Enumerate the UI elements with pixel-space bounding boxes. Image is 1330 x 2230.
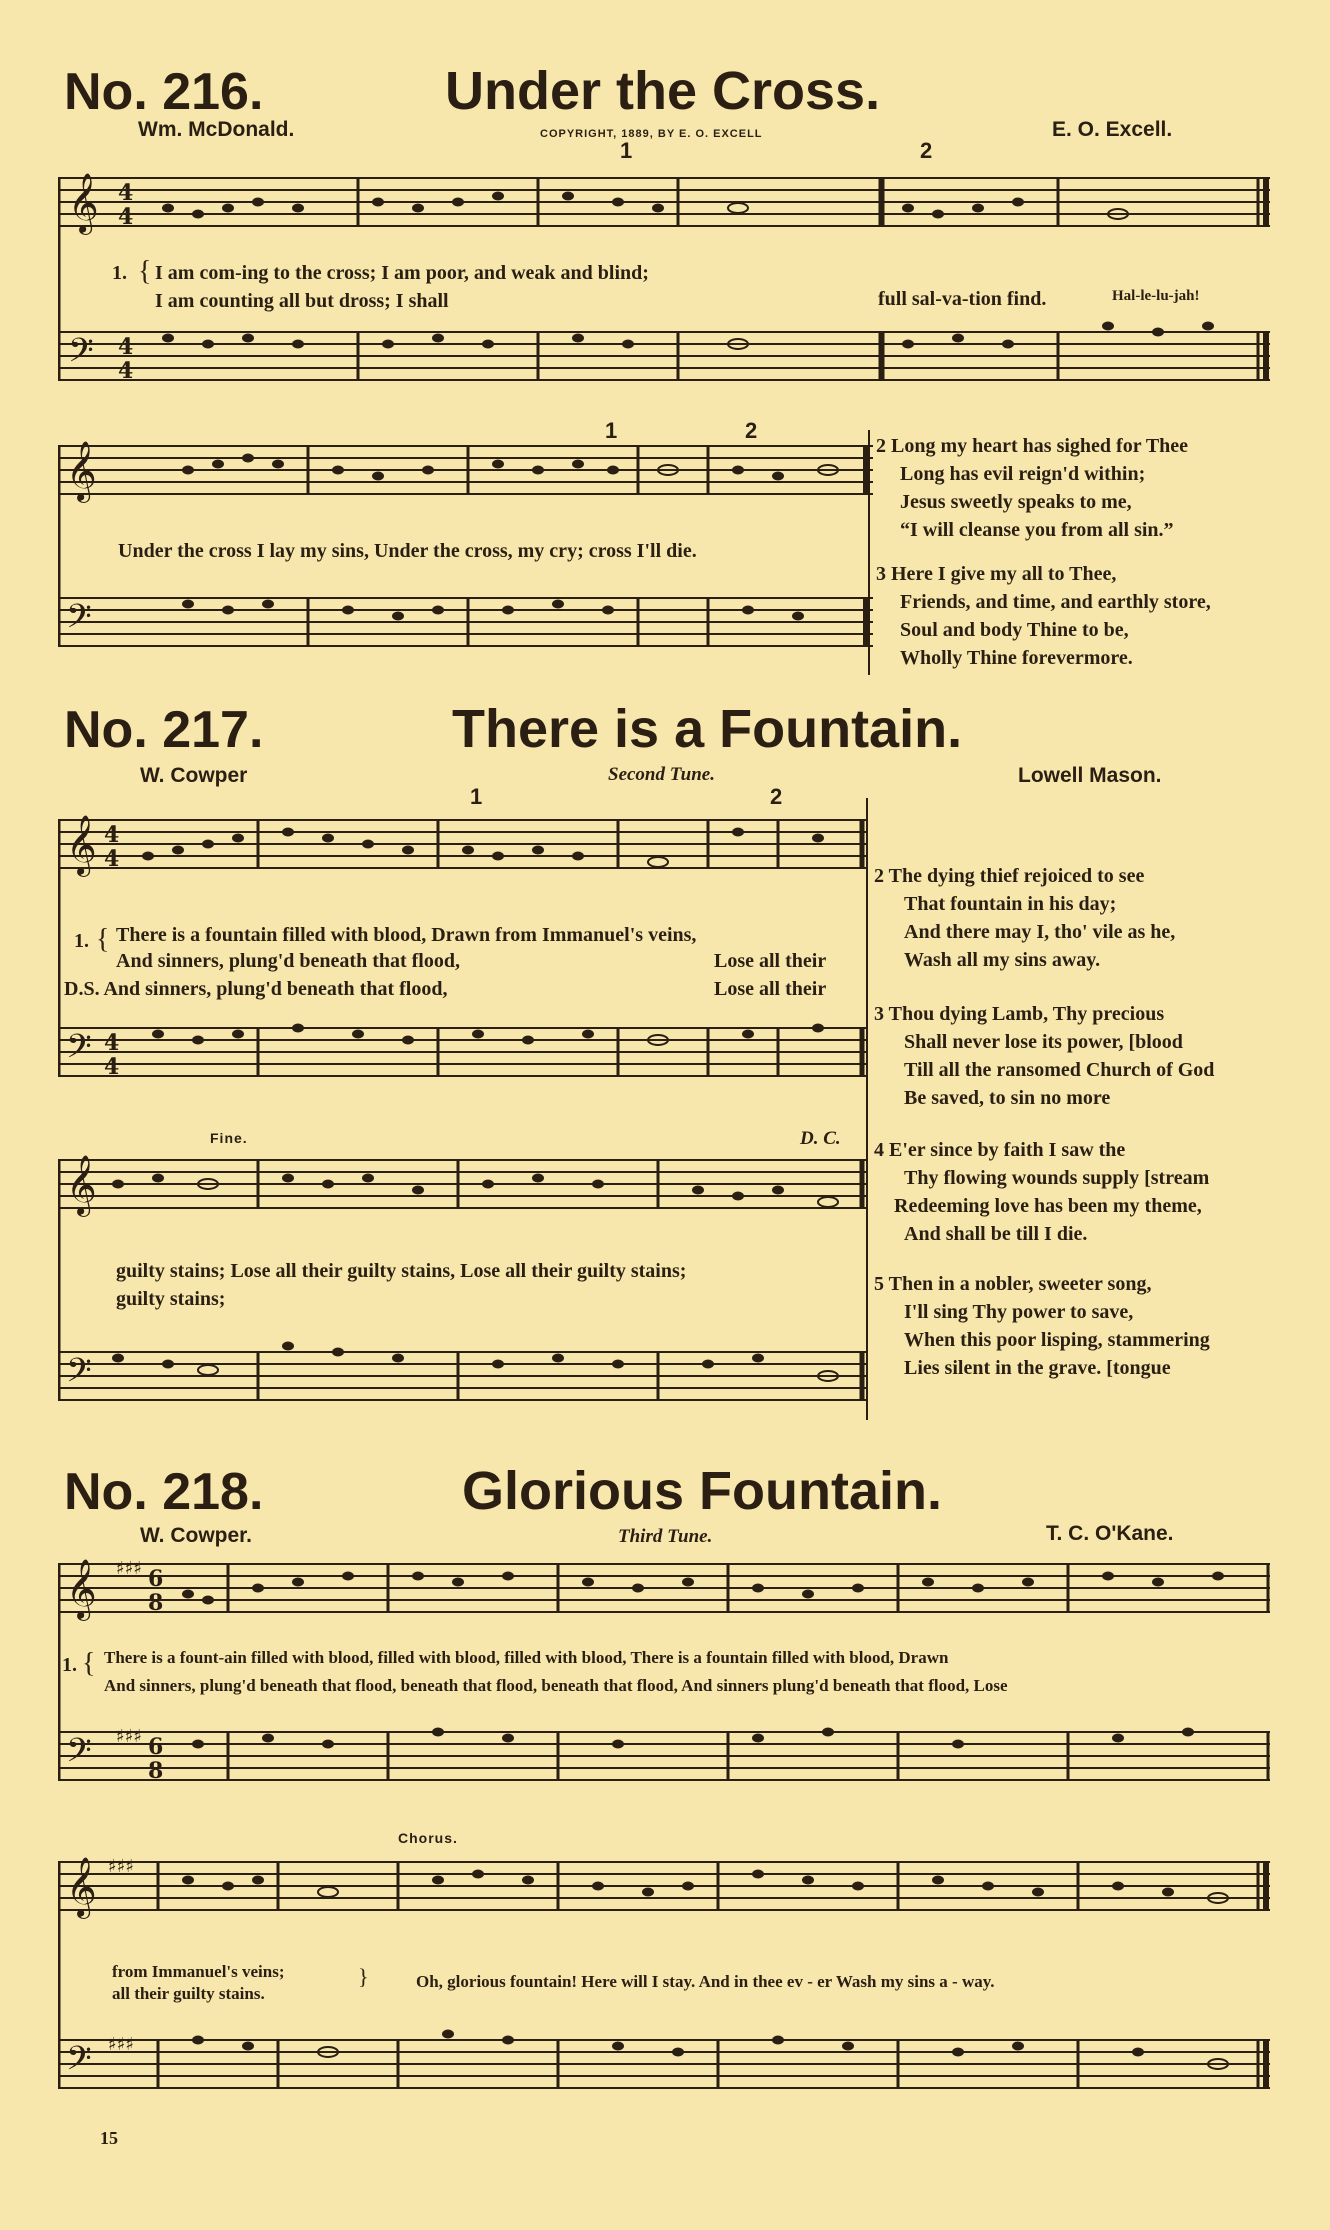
verse-line: Till all the ransomed Church of God: [904, 1059, 1215, 1081]
hymn-218-lyrics-line4: all their guilty stains.: [112, 1984, 265, 2003]
verse-number: 2: [876, 435, 886, 457]
hymn-217-lyrics-line5: guilty stains;: [116, 1288, 226, 1310]
verse-number: 3: [874, 1003, 884, 1025]
svg-text:𝄢: 𝄢: [68, 332, 94, 378]
verse-line: “I will cleanse you from all sin.”: [900, 519, 1174, 541]
svg-text:𝄞: 𝄞: [66, 1857, 97, 1917]
hymn-217-verse-divider: [866, 798, 868, 1420]
svg-text:4: 4: [118, 358, 134, 384]
hymn-216-verse1-number: 1.: [112, 262, 127, 284]
svg-text:♯♯♯: ♯♯♯: [108, 1856, 135, 1877]
svg-text:𝄢: 𝄢: [66, 1732, 92, 1778]
hymn-218-chorus-label: Chorus.: [398, 1830, 458, 1846]
hymn-218-brace-2: }: [358, 1964, 369, 1989]
hymn-216-lyrics-line2: I am counting all but dross; I shall: [155, 290, 449, 312]
page-number: 15: [100, 2128, 118, 2148]
bass-staff: [58, 332, 1270, 380]
hymn-216-number: No. 216.: [64, 63, 264, 121]
svg-text:♯♯♯: ♯♯♯: [116, 1726, 143, 1747]
verse-line: Be saved, to sin no more: [904, 1087, 1111, 1109]
hymn-218-tune: Third Tune.: [618, 1526, 713, 1547]
hymn-217-number: No. 217.: [64, 701, 264, 759]
svg-text:4: 4: [104, 846, 120, 872]
hymn-218-brace: {: [82, 1648, 96, 1679]
verse-line: Wash all my sins away.: [904, 949, 1101, 971]
verse-line: I'll sing Thy power to save,: [904, 1301, 1134, 1323]
verse-line: The dying thief rejoiced to see: [888, 865, 1145, 887]
verse-line: Shall never lose its power, [blood: [904, 1031, 1183, 1053]
verse-number: 2: [874, 865, 884, 887]
hymn-216-ending-1: 1: [620, 138, 634, 163]
verse-line: And there may I, tho' vile as he,: [904, 921, 1176, 943]
svg-text:𝄞: 𝄞: [68, 173, 99, 233]
hymn-217-composer: Lowell Mason.: [1018, 764, 1162, 787]
hymn-216-verse-divider: [868, 430, 870, 675]
hymn-216-refrain-lyrics: Under the cross I lay my sins, Under the cross, my cry; cross I'll die.: [118, 540, 697, 562]
svg-text:♯♯♯: ♯♯♯: [116, 1558, 143, 1579]
hymn-217-dc: D. C.: [800, 1128, 841, 1149]
svg-text:♯♯♯: ♯♯♯: [108, 2034, 135, 2055]
hymn-216-composer: E. O. Excell.: [1052, 118, 1173, 141]
verse-line: E'er since by faith I saw the: [889, 1139, 1126, 1161]
hymn-217-lyrics-line2b: Lose all their: [714, 950, 827, 972]
hymn-216-author: Wm. McDonald.: [138, 118, 295, 141]
svg-text:4: 4: [104, 1030, 120, 1056]
verse-line: Thou dying Lamb, Thy precious: [888, 1003, 1165, 1025]
verse-line: Here I give my all to Thee,: [891, 563, 1117, 585]
svg-text:4: 4: [104, 1054, 120, 1080]
verse-line: Soul and body Thine to be,: [900, 619, 1129, 641]
svg-text:𝄞: 𝄞: [66, 441, 97, 501]
svg-text:𝄢: 𝄢: [66, 2040, 92, 2086]
hymn-218-number: No. 218.: [64, 1463, 264, 1521]
hymn-216-verse-2: [876, 432, 1188, 544]
hymn-217-title: There is a Fountain.: [452, 699, 963, 759]
verse-line: Jesus sweetly speaks to me,: [900, 491, 1132, 513]
svg-text:𝄢: 𝄢: [66, 1028, 92, 1074]
hymn-217-system-2: [58, 1150, 868, 1420]
hymn-218-composer: T. C. O'Kane.: [1046, 1522, 1174, 1545]
hymn-216-refrain-ending-1: 1: [605, 418, 619, 443]
svg-text:6: 6: [148, 1734, 164, 1760]
hymn-217-lyrics-line2: And sinners, plung'd beneath that flood,: [116, 950, 460, 972]
verse-line: Long my heart has sighed for Thee: [891, 435, 1189, 457]
svg-text:4: 4: [104, 822, 120, 848]
treble-staff: [58, 178, 1270, 226]
hymn-216-verse-3: [876, 560, 1211, 672]
svg-text:8: 8: [148, 1758, 164, 1784]
verse-line: And shall be till I die.: [904, 1223, 1088, 1245]
hymn-218-author: W. Cowper.: [140, 1524, 253, 1547]
hymn-216-lyrics-line1: I am com-ing to the cross; I am poor, and weak and blind;: [155, 262, 649, 284]
svg-text:𝄢: 𝄢: [66, 598, 92, 644]
verse-number: 3: [876, 563, 886, 585]
hymn-218-lyrics-line3: from Immanuel's veins;: [112, 1962, 285, 1981]
hymn-217-verse-3: [874, 1000, 1214, 1112]
verse-number: 4: [874, 1139, 884, 1161]
svg-text:4: 4: [118, 204, 134, 230]
hymn-216-ending-2: 2: [920, 138, 934, 163]
hymn-217-author: W. Cowper: [140, 764, 248, 787]
svg-text:𝄢: 𝄢: [66, 1352, 92, 1398]
hymn-217-lyrics-line3: D.S. And sinners, plung'd beneath that flood,: [64, 978, 448, 1000]
hymn-217-tune: Second Tune.: [608, 764, 715, 785]
verse-line: Lies silent in the grave. [tongue: [904, 1357, 1171, 1379]
hymn-217-lyrics-line1: There is a fountain filled with blood, Drawn from Immanuel's veins,: [116, 924, 697, 946]
hymn-218-title: Glorious Fountain.: [462, 1461, 942, 1521]
hymn-216-copyright: COPYRIGHT, 1889, BY E. O. EXCELL: [540, 128, 763, 140]
verse-line: Wholly Thine forevermore.: [900, 647, 1133, 669]
hymn-217-ending-2: 2: [770, 784, 784, 809]
verse-number: 5: [874, 1273, 884, 1295]
verse-line: Friends, and time, and earthly store,: [900, 591, 1211, 613]
hymn-216-brace: {: [138, 256, 152, 287]
verse-line: Thy flowing wounds supply [stream: [904, 1167, 1210, 1189]
hymn-218-lyrics-line2: And sinners, plung'd beneath that flood, beneath that flood, beneath that flood, And sinners plung'd beneath that flood, Lose: [104, 1676, 1008, 1695]
verse-line: Then in a nobler, sweeter song,: [888, 1273, 1152, 1295]
hymn-217-ending-1: 1: [470, 784, 484, 809]
svg-text:𝄞: 𝄞: [66, 1155, 97, 1215]
hymn-217-fine: Fine.: [210, 1130, 248, 1146]
svg-text:𝄞: 𝄞: [66, 1559, 97, 1619]
hymn-217-verse-4: [874, 1136, 1209, 1248]
svg-text:𝄞: 𝄞: [66, 815, 97, 875]
hymn-216-title: Under the Cross.: [445, 61, 881, 121]
hymn-217-brace: {: [96, 924, 110, 955]
hymn-216-halleluiah: Hal-le-lu-jah!: [1112, 288, 1200, 304]
svg-text:4: 4: [118, 334, 134, 360]
verse-line: When this poor lisping, stammering: [904, 1329, 1210, 1351]
hymn-217-lyrics-line4: guilty stains; Lose all their guilty stains, Lose all their guilty stains;: [116, 1260, 687, 1282]
hymn-217-verse-5: [874, 1270, 1210, 1382]
hymn-218-chorus-lyrics: Oh, glorious fountain! Here will I stay. And in thee ev - er Wash my sins a - way.: [416, 1972, 995, 1991]
hymn-216-refrain-ending-2: 2: [745, 418, 759, 443]
hymn-217-lyrics-line3b: Lose all their: [714, 978, 827, 1000]
svg-text:6: 6: [148, 1566, 164, 1592]
verse-line: Redeeming love has been my theme,: [894, 1195, 1202, 1217]
verse-line: Long has evil reign'd within;: [900, 463, 1146, 485]
svg-text:4: 4: [118, 180, 134, 206]
svg-text:8: 8: [148, 1590, 164, 1616]
hymn-218-verse1-number: 1.: [62, 1654, 77, 1676]
verse-line: That fountain in his day;: [904, 893, 1117, 915]
hymn-216-lyrics-line2b: full sal-va-tion find.: [878, 288, 1047, 310]
hymn-217-verse-2: [874, 862, 1175, 974]
hymn-218-lyrics-line1: There is a fount-ain filled with blood, filled with blood, filled with blood, There is a fountain filled with blood, Drawn: [104, 1648, 949, 1667]
hymn-217-verse1-number: 1.: [74, 930, 89, 952]
